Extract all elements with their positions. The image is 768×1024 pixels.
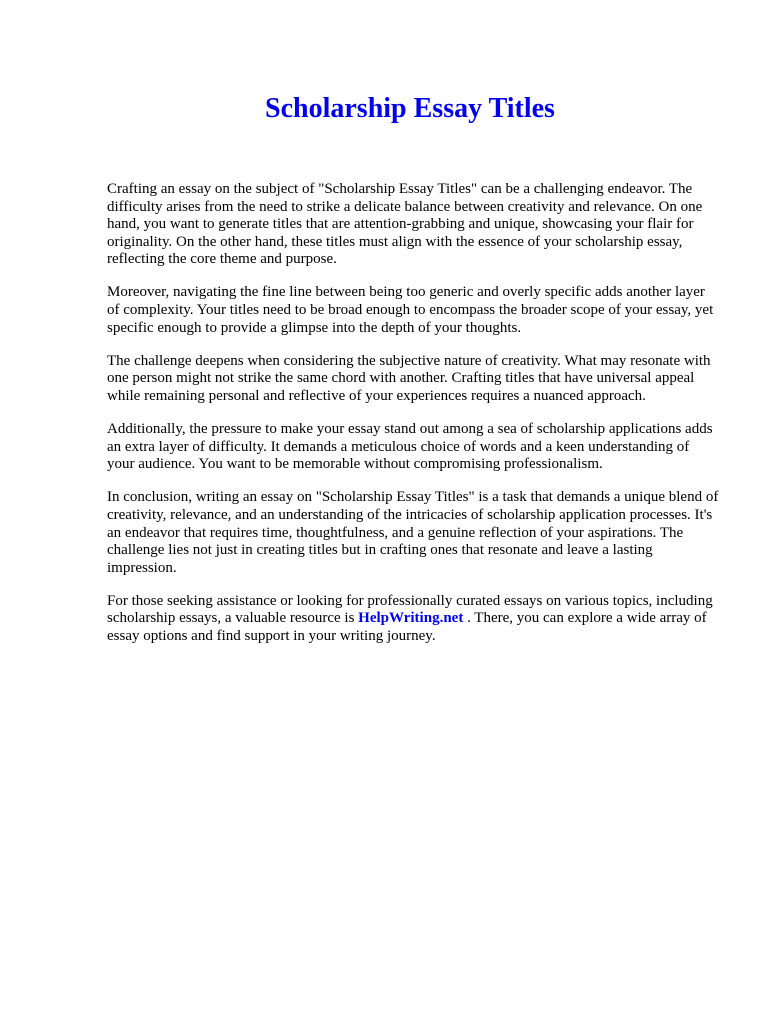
paragraph-2: Moreover, navigating the fine line between being too generic and overly specific adds another layer of complexity. Your titles need to be broad enough to encompass the broader scope of your essay, yet specific enough to provide a glimpse into the depth of your thoughts. <box>107 284 714 336</box>
paragraph-6-text-after-link: . There, you can explore a wide array of essay options and find support in your writing journey. <box>107 610 707 644</box>
paragraph-6-text-before-link: For those seeking assistance or looking for professionally curated essays on various topics, including scholarship essays, a valuable resource is <box>107 592 713 627</box>
paragraph-3: The challenge deepens when considering the subjective nature of creativity. What may resonate with one person might not strike the same chord with another. Crafting titles that have universal appeal while remaining personal and reflective of your experiences requires a nuanced approach. <box>107 352 711 404</box>
paragraph-1: Crafting an essay on the subject of "Scholarship Essay Titles" can be a challenging endeavor. The difficulty arises from the need to strike a delicate balance between creativity and relevance. On one hand, you want to generate titles that are attention-grabbing and unique, showcasing your flair for originality. On the other hand, these titles must align with the essence of your scholarship essay, reflecting the core theme and purpose. <box>107 181 703 268</box>
helpwriting-link[interactable]: HelpWriting.net <box>358 610 464 627</box>
paragraph-5: In conclusion, writing an essay on "Scholarship Essay Titles" is a task that demands a unique blend of creativity, relevance, and an understanding of the intricacies of scholarship application processes. It's an endeavor that requires time, thoughtfulness, and a genuine reflection of your aspirations. The challenge lies not just in creating titles but in crafting ones that resonate and leave a lasting impression. <box>107 489 719 576</box>
document-body <box>107 181 719 661</box>
paragraph-4: Additionally, the pressure to make your essay stand out among a sea of scholarship applications adds an extra layer of difficulty. It demands a meticulous choice of words and a keen understanding of your audience. You want to be memorable without compromising professionalism. <box>107 421 713 473</box>
paragraph-6 <box>107 593 719 646</box>
page-title: Scholarship Essay Titles <box>265 93 555 124</box>
